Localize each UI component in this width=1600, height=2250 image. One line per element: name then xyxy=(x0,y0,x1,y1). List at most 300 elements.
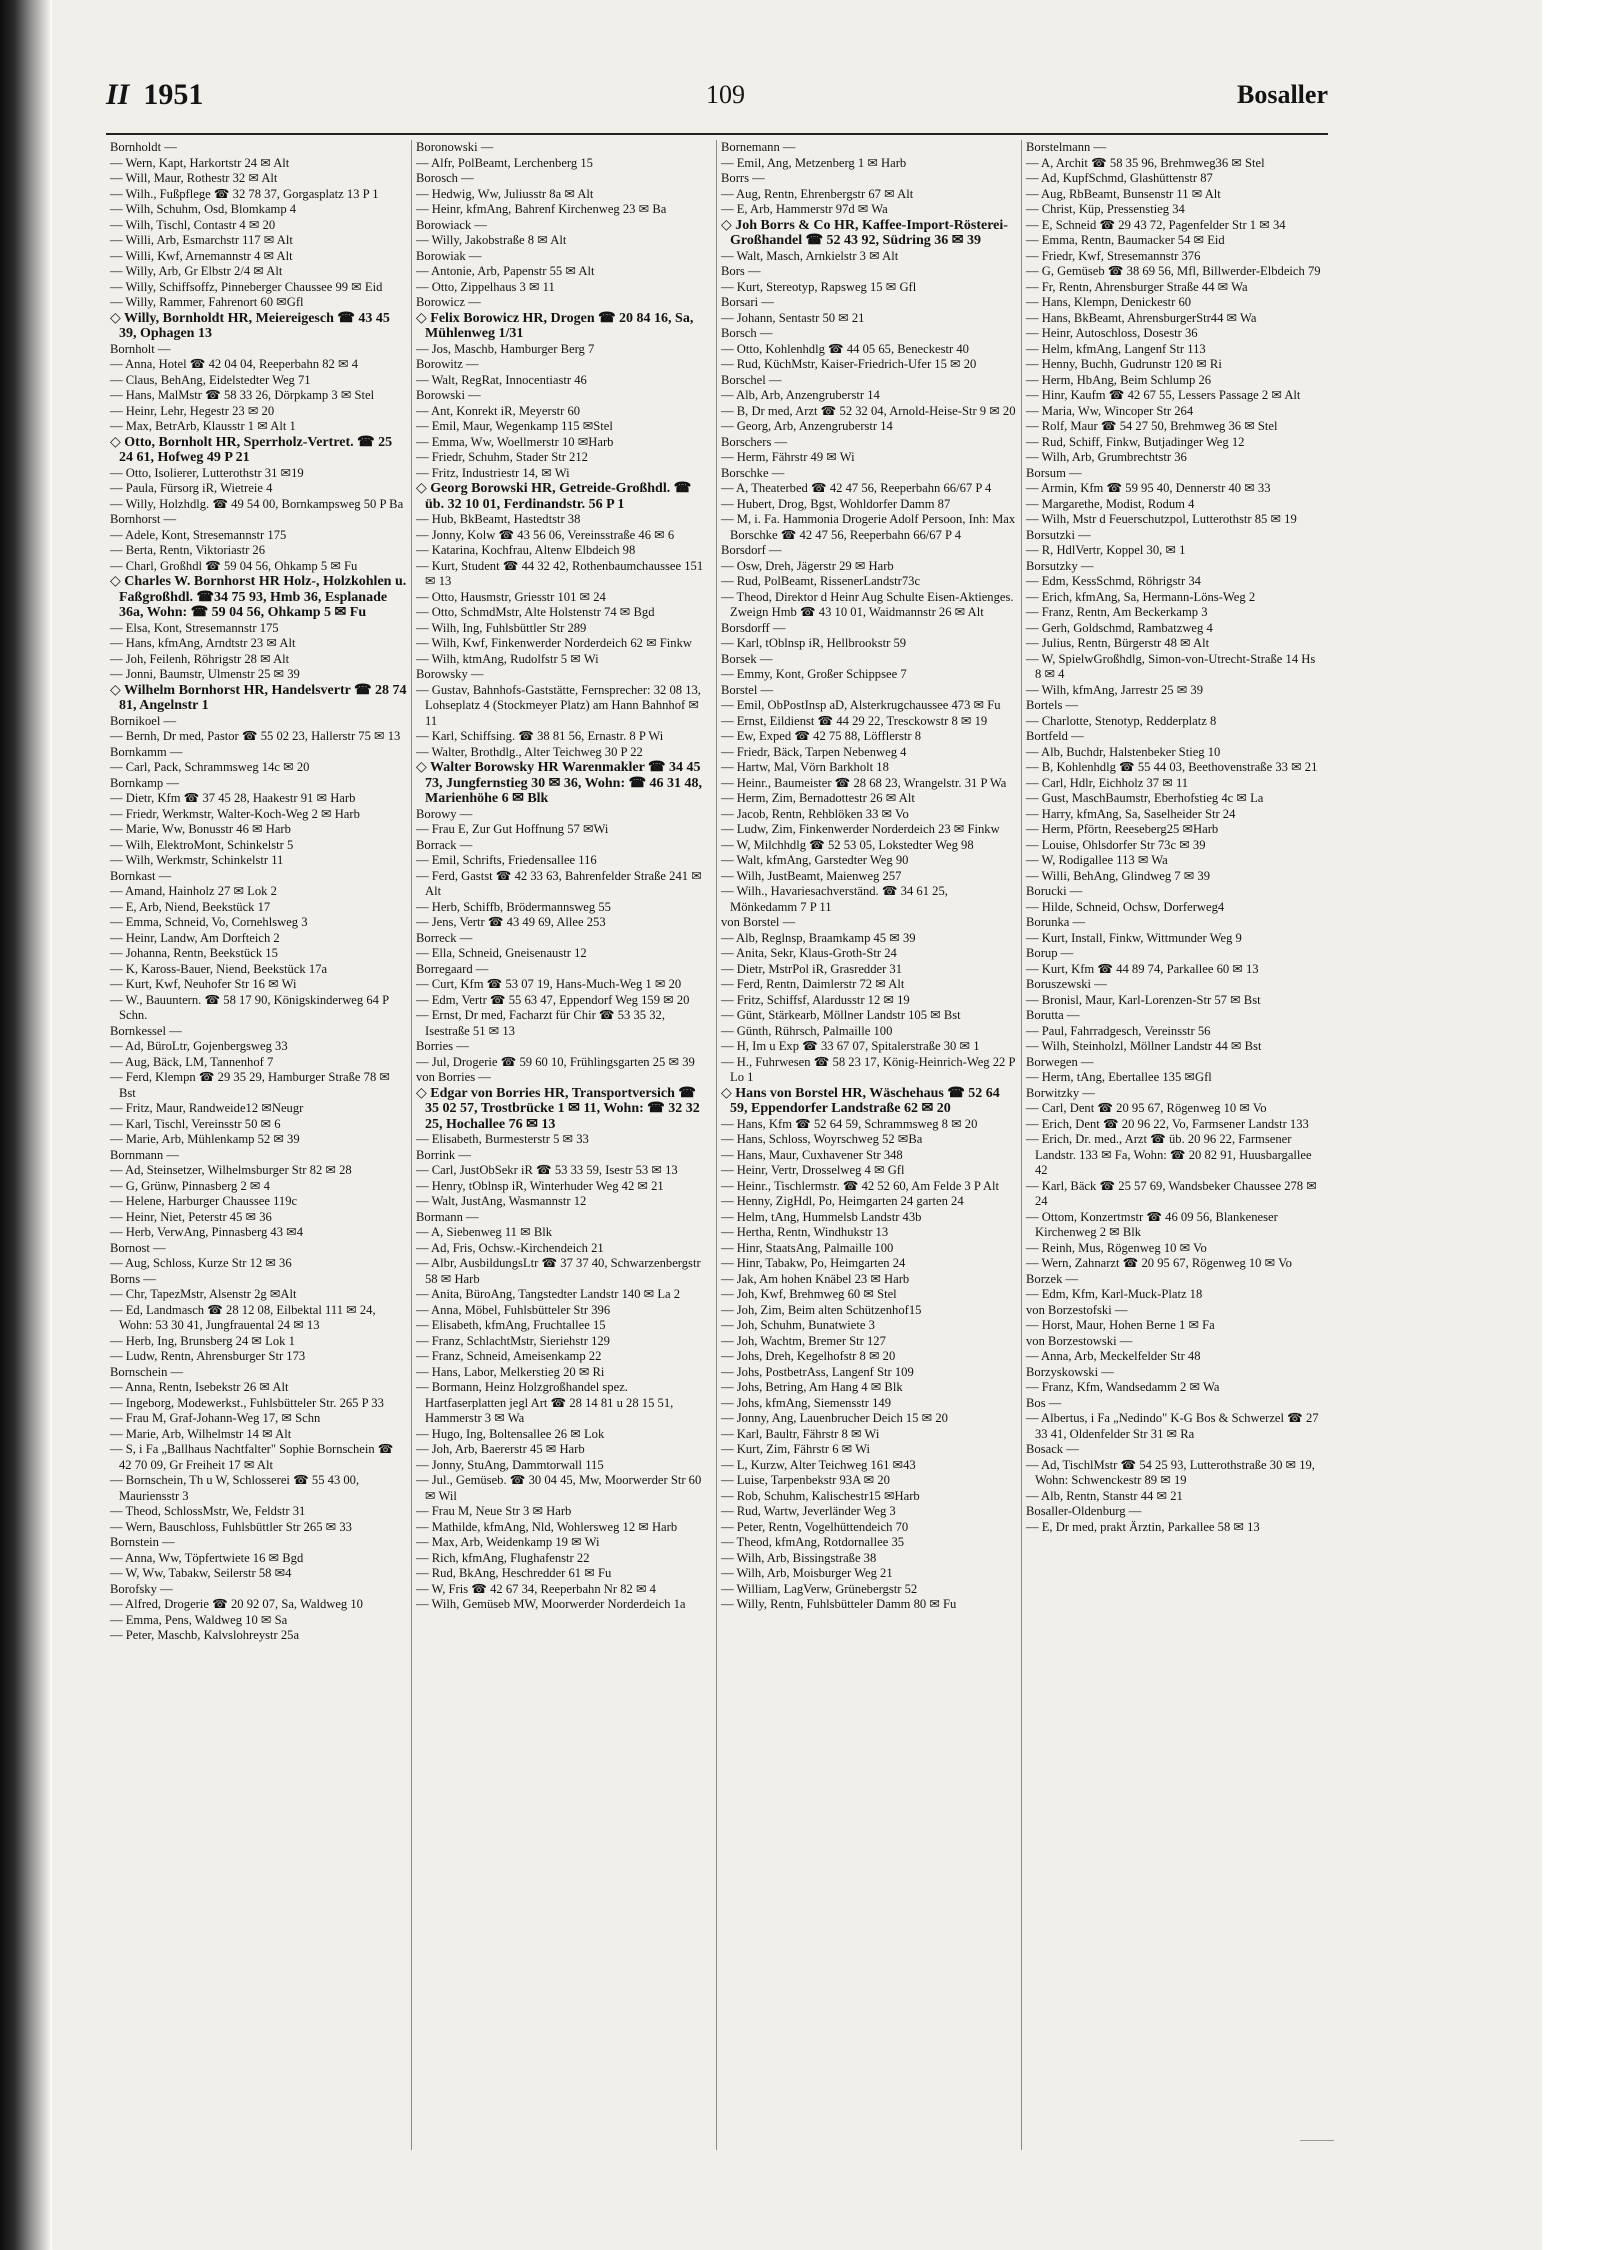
directory-entry: — Hinr, StaatsAng, Palmaille 100 xyxy=(721,1240,894,1255)
directory-entry: — Anita, Sekr, Klaus-Groth-Str 24 xyxy=(721,946,897,960)
directory-entry: — Willy, Rammer, Fahrenort 60 ✉Gfl xyxy=(110,295,304,309)
directory-entry: — Frau M, Graf-Johann-Weg 17, ✉ Schn xyxy=(110,1411,321,1425)
directory-surname-heading: von Borries — xyxy=(416,1070,491,1084)
directory-entry: — W, Milchhdlg ☎ 52 53 05, Lokstedter Weg 98 xyxy=(721,837,974,852)
directory-entry: — Carl, Pack, Schrammsweg 14c ✉ 20 xyxy=(110,760,310,774)
directory-surname-heading: Bornholdt — xyxy=(110,140,177,154)
directory-entry: — Friedr, Werkmstr, Walter-Koch-Weg 2 ✉ Harb xyxy=(110,806,360,821)
directory-entry: — Wilh., Havariesachverständ. ☎ 34 61 25, Mönkedamm 7 P 11 xyxy=(721,884,948,914)
directory-entry: — Theod, SchlossMstr, We, Feldstr 31 xyxy=(110,1504,306,1518)
directory-entry: — Osw, Dreh, Jägerstr 29 ✉ Harb xyxy=(721,558,894,573)
directory-entry: — Walt, RegRat, Innocentiastr 46 xyxy=(416,372,587,387)
directory-entry: — Frau M, Neue Str 3 ✉ Harb xyxy=(416,1504,572,1518)
directory-column-3 xyxy=(716,140,1021,2150)
directory-entry: — Wilh, Schuhm, Osd, Blomkamp 4 xyxy=(110,202,297,216)
directory-entry: — Kurt, Stereotyp, Rapsweg 15 ✉ Gfl xyxy=(721,279,917,294)
directory-entry: — Ad, Steinsetzer, Wilhelmsburger Str 82 ✉ 28 xyxy=(110,1163,352,1177)
directory-surname-heading: Bors — xyxy=(721,264,761,278)
directory-surname-heading: Borowski — xyxy=(416,388,481,402)
directory-entry: — Kurt, Kfm ☎ 44 89 74, Parkallee 60 ✉ 13 xyxy=(1026,961,1259,976)
directory-entry: — Anna, Möbel, Fuhlsbütteler Str 396 xyxy=(416,1302,611,1317)
directory-surname-heading: Bornmann — xyxy=(110,1147,179,1162)
directory-entry: — Günt, Stärkearb, Möllner Landstr 105 ✉ Bst xyxy=(721,1008,961,1022)
directory-entry: — Jonny, Ang, Lauenbrucher Deich 15 ✉ 20 xyxy=(721,1411,948,1425)
directory-entry: — Wilh, Arb, Moisburger Weg 21 xyxy=(721,1566,893,1580)
directory-surname-heading: Borosch — xyxy=(416,171,474,185)
directory-entry: ◇ Walter Borowsky HR Warenmakler ☎ 34 45 73, Jungfernstieg 30 ✉ 36, Wohn: ☎ 46 31 48, Marienhöhe 6 ✉ Blk xyxy=(416,760,703,806)
directory-entry: — Willi, BehAng, Glindweg 7 ✉ 39 xyxy=(1026,868,1211,883)
directory-entry: — Helm, tAng, Hummelsb Landstr 43b xyxy=(721,1209,922,1224)
directory-entry: — Albr, AusbildungsLtr ☎ 37 37 40, Schwarzenbergstr 58 ✉ Harb xyxy=(416,1256,701,1286)
directory-entry: — Hans, Maur, Cuxhavener Str 348 xyxy=(721,1147,903,1162)
directory-surname-heading: Bornkast — xyxy=(110,868,172,883)
directory-surname-heading: Borowy — xyxy=(416,806,473,821)
directory-surname-heading: Bortfeld — xyxy=(1026,729,1084,743)
directory-surname-heading: Borsari — xyxy=(721,295,774,309)
directory-entry: — Adele, Kont, Stresemannstr 175 xyxy=(110,527,287,542)
directory-entry: — Edm, KessSchmd, Röhrigstr 34 xyxy=(1026,574,1201,588)
directory-entry: — M, i. Fa. Hammonia Drogerie Adolf Persoon, Inh: Max Borschke ☎ 42 47 56, Reeperbahn 66/67 P 4 xyxy=(721,512,1016,542)
directory-surname-heading: Bornholt — xyxy=(110,341,171,356)
directory-entry: — Alfr, PolBeamt, Lerchenberg 15 xyxy=(416,155,593,170)
directory-entry: — Alb, Reglnsp, Braamkamp 45 ✉ 39 xyxy=(721,930,916,945)
directory-entry: — Bronisl, Maur, Karl-Lorenzen-Str 57 ✉ Bst xyxy=(1026,992,1261,1007)
header-rule xyxy=(106,133,1328,135)
directory-entry: — L, Kurzw, Alter Teichweg 161 ✉43 xyxy=(721,1457,916,1472)
directory-entry: — Max, Arb, Weidenkamp 19 ✉ Wi xyxy=(416,1535,600,1549)
directory-entry: — Horst, Maur, Hohen Berne 1 ✉ Fa xyxy=(1026,1318,1215,1332)
directory-entry: — Aug, Bäck, LM, Tannenhof 7 xyxy=(110,1054,274,1069)
directory-entry: — Wilh, ktmAng, Rudolfstr 5 ✉ Wi xyxy=(416,651,599,666)
directory-surname-heading: Borries — xyxy=(416,1039,469,1053)
directory-surname-heading: Bornhorst — xyxy=(110,512,177,526)
directory-entry: — Wilh, Mstr d Feuerschutzpol, Lutterothstr 85 ✉ 19 xyxy=(1026,512,1297,526)
directory-entry: — Hubert, Drog, Bgst, Wohldorfer Damm 87 xyxy=(721,496,951,511)
directory-entry: — Paula, Fürsorg iR, Wietreie 4 xyxy=(110,481,273,495)
directory-entry: ◇ Otto, Bornholt HR, Sperrholz-Vertret. ☎ 25 24 61, Hofweg 49 P 21 xyxy=(110,434,393,465)
directory-entry: — Emmy, Kont, Großer Schippsee 7 xyxy=(721,667,907,681)
directory-entry: — Dietr, Kfm ☎ 37 45 28, Haakestr 91 ✉ Harb xyxy=(110,791,356,805)
directory-entry: — G, Gemüseb ☎ 38 69 56, Mfl, Billwerder-Elbdeich 79 xyxy=(1026,264,1321,278)
directory-entry: — Hedwig, Ww, Juliusstr 8a ✉ Alt xyxy=(416,186,594,201)
directory-entry: — Karl, Bäck ☎ 25 57 69, Wandsbeker Chaussee 278 ✉ 24 xyxy=(1026,1178,1317,1208)
directory-entry: — Harry, kfmAng, Sa, Saselheider Str 24 xyxy=(1026,806,1236,821)
directory-entry: — Walt, Masch, Arnkielstr 3 ✉ Alt xyxy=(721,248,899,263)
directory-entry: — Alfred, Drogerie ☎ 20 92 07, Sa, Waldweg 10 xyxy=(110,1597,363,1611)
directory-entry: — Hans, BkBeamt, AhrensburgerStr44 ✉ Wa xyxy=(1026,310,1257,325)
directory-entry: — Hans, Labor, Melkerstieg 20 ✉ Ri xyxy=(416,1364,605,1379)
directory-entry: — Jul., Gemüseb. ☎ 30 04 45, Mw, Moorwerder Str 60 ✉ Wil xyxy=(416,1473,702,1503)
directory-entry: — Rud, BkAng, Heschredder 61 ✉ Fu xyxy=(416,1566,612,1580)
directory-entry: ◇ Felix Borowicz HR, Drogen ☎ 20 84 16, Sa, Mühlenweg 1/31 xyxy=(416,310,694,341)
directory-entry: — Anita, BüroAng, Tangstedter Landstr 140 ✉ La 2 xyxy=(416,1287,681,1301)
directory-entry: — Hilde, Schneid, Ochsw, Dorferweg4 xyxy=(1026,899,1225,914)
directory-entry: — Chr, TapezMstr, Alsenstr 2g ✉Alt xyxy=(110,1287,297,1301)
directory-entry: ◇ Georg Borowski HR, Getreide-Großhdl. ☎ üb. 32 10 01, Ferdinandstr. 56 P 1 xyxy=(416,481,692,512)
directory-entry: — Charlotte, Stenotyp, Redderplatz 8 xyxy=(1026,713,1217,728)
directory-entry: — Emil, ObPostInsp aD, Alsterkrugchaussee 473 ✉ Fu xyxy=(721,698,1001,712)
volume-label: II xyxy=(106,78,130,111)
directory-entry: — Heinr., Tischlermstr. ☎ 42 52 60, Am Felde 3 P Alt xyxy=(721,1178,999,1193)
directory-entry: — Willy, Schiffsoffz, Pinneberger Chaussee 99 ✉ Eid xyxy=(110,279,383,294)
directory-surname-heading: Borrs — xyxy=(721,171,765,185)
directory-entry: — Jak, Am hohen Knäbel 23 ✉ Harb xyxy=(721,1271,910,1286)
directory-surname-heading: Borns — xyxy=(110,1271,156,1286)
directory-entry: — E, Dr med, prakt Ärztin, Parkallee 58 ✉ 13 xyxy=(1026,1519,1260,1534)
directory-entry: — Emma, Rentn, Baumacker 54 ✉ Eid xyxy=(1026,233,1225,247)
directory-surname-heading: Borunka — xyxy=(1026,915,1086,929)
directory-entry: — Johs, Betring, Am Hang 4 ✉ Blk xyxy=(721,1380,903,1394)
directory-columns xyxy=(106,140,1328,2150)
directory-column-4 xyxy=(1021,140,1326,2150)
directory-entry: — Wilh, Ing, Fuhlsbüttler Str 289 xyxy=(416,620,587,635)
directory-entry: — Willy, Holzhdlg. ☎ 49 54 00, Bornkampsweg 50 P Ba xyxy=(110,496,404,511)
directory-entry: — Peter, Maschb, Kalvslohreystr 25a xyxy=(110,1628,300,1642)
directory-surname-heading: Bormann — xyxy=(416,1209,479,1224)
directory-entry: — Herm, Pförtn, Reeseberg25 ✉Harb xyxy=(1026,822,1219,836)
directory-entry: — Georg, Arb, Anzengruberstr 14 xyxy=(721,419,893,433)
directory-surname-heading: Borwitzky — xyxy=(1026,1085,1095,1100)
directory-entry: — Johs, PostbetrAss, Langenf Str 109 xyxy=(721,1364,914,1379)
directory-entry: — Otto, Isolierer, Lutterothstr 31 ✉19 xyxy=(110,465,304,480)
directory-surname-heading: Borucki — xyxy=(1026,884,1083,898)
header-keyword: Bosaller xyxy=(1237,80,1328,109)
directory-entry: — Otto, SchmdMstr, Alte Holstenstr 74 ✉ Bgd xyxy=(416,605,655,619)
directory-entry: — Ferd, Gastst ☎ 42 33 63, Bahrenfelder Straße 241 ✉ Alt xyxy=(416,868,702,898)
directory-entry: — Albertus, i Fa „Nedindo" K-G Bos & Schwerzel ☎ 27 33 41, Oldenfelder Str 31 ✉ Ra xyxy=(1026,1411,1319,1441)
directory-surname-heading: Borreck — xyxy=(416,930,473,945)
directory-entry: ◇ Charles W. Bornhorst HR Holz-, Holzkohlen u. Faßgroßhdl. ☎34 75 93, Hmb 36, Esplanade 36a, Wohn: ☎ 59 04 56, Ohkamp 5 ✉ Fu xyxy=(110,574,407,620)
directory-entry: — Maria, Ww, Wincoper Str 264 xyxy=(1026,403,1194,418)
directory-surname-heading: Borowiak — xyxy=(416,248,482,263)
directory-entry: — Carl, JustObSekr iR ☎ 53 33 59, Isestr 53 ✉ 13 xyxy=(416,1163,678,1177)
directory-entry: — Herb, VerwAng, Pinnasberg 43 ✉4 xyxy=(110,1225,304,1239)
directory-entry: — Wilh, ElektroMont, Schinkelstr 5 xyxy=(110,837,294,852)
directory-entry: — Gerh, Goldschmd, Rambatzweg 4 xyxy=(1026,620,1213,635)
directory-entry: — Dietr, MstrPol iR, Grasredder 31 xyxy=(721,961,903,976)
directory-entry: — Peter, Rentn, Vogelhüttendeich 70 xyxy=(721,1519,909,1534)
directory-entry: — Walter, Brothdlg., Alter Teichweg 30 P 22 xyxy=(416,744,643,759)
directory-entry: — Rud, PolBeamt, RissenerLandstr73c xyxy=(721,574,921,588)
directory-surname-heading: Borowicz — xyxy=(416,295,481,309)
directory-entry: — Anna, Rentn, Isebekstr 26 ✉ Alt xyxy=(110,1380,289,1394)
directory-entry: — W., Bauuntern. ☎ 58 17 90, Königskinderweg 64 P Schn. xyxy=(110,992,389,1022)
header-volume-year xyxy=(106,78,203,112)
year-label: 1951 xyxy=(143,78,204,111)
directory-surname-heading: Borstel — xyxy=(721,682,774,697)
directory-entry: — Rud, KüchMstr, Kaiser-Friedrich-Ufer 15 ✉ 20 xyxy=(721,357,977,371)
directory-entry: — Emil, Ang, Metzenberg 1 ✉ Harb xyxy=(721,155,907,170)
directory-entry: — Herm, HbAng, Beim Schlump 26 xyxy=(1026,372,1212,387)
directory-surname-heading: Boruszewski — xyxy=(1026,977,1107,991)
directory-surname-heading: von Borstel — xyxy=(721,915,796,929)
directory-entry: — Joh, Kwf, Brehmweg 60 ✉ Stel xyxy=(721,1287,897,1301)
directory-entry: — Berta, Rentn, Viktoriastr 26 xyxy=(110,543,266,557)
directory-entry: — Karl, tOblnsp iR, Hellbrookstr 59 xyxy=(721,636,907,650)
directory-entry: — Wilh, JustBeamt, Maienweg 257 xyxy=(721,868,902,883)
directory-entry: ◇ Edgar von Borries HR, Transportversich ☎ 35 02 57, Trostbrücke 1 ✉ 11, Wohn: ☎ 32 32 25, Hochallee 76 ✉ 13 xyxy=(416,1085,700,1132)
directory-entry: — Kurt, Install, Finkw, Wittmunder Weg 9 xyxy=(1026,930,1242,945)
directory-entry: — Hertha, Rentn, Windhukstr 13 xyxy=(721,1225,889,1239)
directory-entry: — Heinr, Niet, Peterstr 45 ✉ 36 xyxy=(110,1209,272,1224)
directory-entry: — Ad, KupfSchmd, Glashüttenstr 87 xyxy=(1026,171,1213,185)
directory-entry: — Bormann, Heinz Holzgroßhandel spez. Hartfaserplatten jegl Art ☎ 28 14 81 u 28 15 51, Hammerstr 3 ✉ Wa xyxy=(416,1380,674,1425)
directory-entry: — S, i Fa „Ballhaus Nachtfalter" Sophie Bornschein ☎ 42 70 09, Gr Freiheit 17 ✉ Alt xyxy=(110,1442,394,1472)
directory-entry: — Alb, Arb, Anzengruberstr 14 xyxy=(721,388,880,402)
directory-entry: — Heinr, Autoschloss, Dosestr 36 xyxy=(1026,326,1198,340)
directory-entry: — Gustav, Bahnhofs-Gaststätte, Fernsprecher: 32 08 13, Lohseplatz 4 (Stockmeyer Platz) am Hann Bahnhof ✉ 11 xyxy=(416,682,701,728)
directory-surname-heading: Borzyskowski — xyxy=(1026,1364,1114,1379)
directory-entry: — G, Grünw, Pinnasberg 2 ✉ 4 xyxy=(110,1178,270,1193)
directory-surname-heading: Borzek — xyxy=(1026,1271,1079,1286)
directory-entry: — Friedr, Kwf, Stresemannstr 376 xyxy=(1026,248,1201,263)
directory-entry: — Fritz, Industriestr 14, ✉ Wi xyxy=(416,465,570,480)
directory-entry: — Ingeborg, Modewerkst., Fuhlsbütteler Str. 265 P 33 xyxy=(110,1395,384,1410)
directory-entry: — Karl, Tischl, Vereinsstr 50 ✉ 6 xyxy=(110,1116,281,1131)
directory-entry: — Heinr, Landw, Am Dorfteich 2 xyxy=(110,930,280,945)
directory-surname-heading: Borsch — xyxy=(721,326,773,340)
directory-entry: — Bornschein, Th u W, Schlosserei ☎ 55 43 00, Mauriensstr 3 xyxy=(110,1473,360,1503)
scan-margin xyxy=(1542,0,1600,2250)
directory-entry: — Kurt, Zim, Fährstr 6 ✉ Wi xyxy=(721,1442,871,1456)
directory-entry: — Alb, Buchdr, Halstenbeker Stieg 10 xyxy=(1026,744,1221,759)
directory-entry: — Hans, kfmAng, Arndtstr 23 ✉ Alt xyxy=(110,636,296,650)
footer-rule xyxy=(1300,2140,1334,2141)
directory-entry: — Gust, MaschBaumstr, Eberhofstieg 4c ✉ La xyxy=(1026,791,1264,805)
directory-entry: — Wilh., Fußpflege ☎ 32 78 37, Gorgasplatz 13 P 1 xyxy=(110,186,379,201)
directory-entry: — Ludw, Rentn, Ahrensburger Str 173 xyxy=(110,1349,306,1363)
directory-entry: — Hans, MalMstr ☎ 58 33 26, Dörpkamp 3 ✉ Stel xyxy=(110,388,375,402)
directory-entry: — Margarethe, Modist, Rodum 4 xyxy=(1026,496,1195,511)
directory-surname-heading: Borsutzki — xyxy=(1026,527,1091,542)
directory-entry: — Ernst, Dr med, Facharzt für Chir ☎ 53 35 32, Isestraße 51 ✉ 13 xyxy=(416,1008,665,1038)
directory-column-2 xyxy=(411,140,716,2150)
directory-entry: — Helene, Harburger Chaussee 119c xyxy=(110,1194,298,1208)
directory-entry: — Armin, Kfm ☎ 59 95 40, Dennerstr 40 ✉ 33 xyxy=(1026,481,1271,495)
directory-surname-heading: Borofsky — xyxy=(110,1581,173,1596)
directory-entry: — Herm, Zim, Bernadottestr 26 ✉ Alt xyxy=(721,791,915,805)
directory-entry: — Marie, Arb, Mühlenkamp 52 ✉ 39 xyxy=(110,1132,300,1146)
directory-entry: — Ed, Landmasch ☎ 28 12 08, Eilbektal 111 ✉ 24, Wohn: 53 30 41, Jungfrauental 24 ✉ 13 xyxy=(110,1302,376,1332)
directory-entry: — Willi, Arb, Esmarchstr 117 ✉ Alt xyxy=(110,233,293,247)
directory-entry: — Jacob, Rentn, Rehblöken 33 ✉ Vo xyxy=(721,806,909,821)
directory-entry: — Rob, Schuhm, Kalischestr15 ✉Harb xyxy=(721,1488,920,1503)
directory-entry: — Edm, Kfm, Karl-Muck-Platz 18 xyxy=(1026,1287,1203,1301)
directory-entry: — Henny, Buchh, Gudrunstr 120 ✉ Ri xyxy=(1026,357,1222,371)
directory-entry: — Ad, BüroLtr, Gojenbergsweg 33 xyxy=(110,1039,288,1053)
directory-surname-heading: Borrack — xyxy=(416,837,473,852)
directory-entry: — Henry, tOblnsp iR, Winterhuder Weg 42 ✉ 21 xyxy=(416,1178,664,1193)
directory-entry: — Luise, Tarpenbekstr 93A ✉ 20 xyxy=(721,1473,890,1487)
directory-entry: — Claus, BehAng, Eidelstedter Weg 71 xyxy=(110,372,311,387)
directory-entry: — Karl, Schiffsing. ☎ 38 81 56, Ernastr. 8 P Wi xyxy=(416,729,664,743)
directory-entry: — Joh, Wachtm, Bremer Str 127 xyxy=(721,1333,886,1348)
directory-entry: — Herm, tAng, Ebertallee 135 ✉Gfl xyxy=(1026,1070,1212,1084)
directory-entry: — Herb, Schiffb, Brödermannsweg 55 xyxy=(416,899,611,914)
directory-entry: — Anna, Hotel ☎ 42 04 04, Reeperbahn 82 ✉ 4 xyxy=(110,357,358,371)
directory-entry: — Amand, Hainholz 27 ✉ Lok 2 xyxy=(110,884,277,898)
directory-surname-heading: Bornkamp — xyxy=(110,775,179,790)
directory-entry: — Friedr, Bäck, Tarpen Nebenweg 4 xyxy=(721,744,907,759)
directory-entry: — A, Theaterbed ☎ 42 47 56, Reeperbahn 66/67 P 4 xyxy=(721,481,992,495)
directory-entry: — Wern, Bauschloss, Fuhlsbüttler Str 265 ✉ 33 xyxy=(110,1519,352,1534)
directory-entry: — Hartw, Mal, Vörn Barkholt 18 xyxy=(721,760,889,774)
directory-entry: — Ad, TischlMstr ☎ 54 25 93, Lutterothstraße 30 ✉ 19, Wohn: Schwenckestr 89 ✉ 19 xyxy=(1026,1457,1315,1487)
directory-entry: — Wilh, Kwf, Finkenwerder Norderdeich 62 ✉ Finkw xyxy=(416,636,692,650)
directory-entry: — Fritz, Schiffsf, Alardusstr 12 ✉ 19 xyxy=(721,992,910,1007)
directory-entry: — Alb, Rentn, Stanstr 44 ✉ 21 xyxy=(1026,1488,1183,1503)
directory-entry: — Theod, kfmAng, Rotdornallee 35 xyxy=(721,1535,905,1549)
directory-entry: — Louise, Ohlsdorfer Str 73c ✉ 39 xyxy=(1026,837,1206,852)
directory-entry: — Ant, Konrekt iR, Meyerstr 60 xyxy=(416,403,581,418)
directory-entry: — Wern, Zahnarzt ☎ 20 95 67, Rögenweg 10 ✉ Vo xyxy=(1026,1256,1292,1270)
directory-entry: ◇ Hans von Borstel HR, Wäschehaus ☎ 52 64 59, Eppendorfer Landstraße 62 ✉ 20 xyxy=(721,1085,1000,1116)
directory-entry: — Jonny, Kolw ☎ 43 56 06, Vereinsstraße 46 ✉ 6 xyxy=(416,527,675,542)
directory-entry: — E, Arb, Niend, Beekstück 17 xyxy=(110,899,271,914)
directory-entry: — Ella, Schneid, Gneisenaustr 12 xyxy=(416,946,587,960)
directory-entry: — Ferd, Klempn ☎ 29 35 29, Hamburger Straße 78 ✉ Bst xyxy=(110,1070,390,1100)
directory-entry: — Anna, Arb, Meckelfelder Str 48 xyxy=(1026,1349,1201,1363)
directory-entry: — Erich, Dr. med., Arzt ☎ üb. 20 96 22, Farmsener Landstr. 133 ✉ Fa, Wohn: ☎ 20 82 91, Huusbargallee 42 xyxy=(1026,1132,1312,1177)
directory-entry: — Marie, Arb, Wilhelmstr 14 ✉ Alt xyxy=(110,1426,292,1441)
directory-entry: — Fr, Rentn, Ahrensburger Straße 44 ✉ Wa xyxy=(1026,279,1248,294)
directory-entry: — Heinr., Baumeister ☎ 28 68 23, Wrangelstr. 31 P Wa xyxy=(721,775,1007,790)
directory-entry: — Friedr, Schuhm, Stader Str 212 xyxy=(416,450,588,464)
directory-entry: — Franz, SchlachtMstr, Sieriehstr 129 xyxy=(416,1333,610,1348)
directory-entry: — K, Kaross-Bauer, Niend, Beekstück 17a xyxy=(110,961,328,976)
directory-entry: — W, Ww, Tabakw, Seilerstr 58 ✉4 xyxy=(110,1566,292,1580)
directory-entry: — Carl, Hdlr, Eichholz 37 ✉ 11 xyxy=(1026,775,1189,790)
directory-surname-heading: Borutta — xyxy=(1026,1008,1080,1022)
directory-surname-heading: Borup — xyxy=(1026,946,1074,960)
directory-entry: — Jos, Maschb, Hamburger Berg 7 xyxy=(416,341,595,356)
directory-entry: — Hub, BkBeamt, Hastedtstr 38 xyxy=(416,512,581,526)
directory-entry: — Bernh, Dr med, Pastor ☎ 55 02 23, Hallerstr 75 ✉ 13 xyxy=(110,729,401,743)
directory-surname-heading: Borowiack — xyxy=(416,217,487,232)
directory-entry: — Günth, Rührsch, Palmaille 100 xyxy=(721,1023,893,1038)
directory-entry: — Jens, Vertr ☎ 43 49 69, Allee 253 xyxy=(416,915,606,929)
directory-entry: — Wern, Kapt, Harkortstr 24 ✉ Alt xyxy=(110,155,290,170)
directory-entry: — Ernst, Eildienst ☎ 44 29 22, Tresckowstr 8 ✉ 19 xyxy=(721,713,988,728)
directory-entry: — Hinr, Kaufm ☎ 42 67 55, Lessers Passage 2 ✉ Alt xyxy=(1026,388,1301,402)
directory-entry: — Ferd, Rentn, Daimlerstr 72 ✉ Alt xyxy=(721,977,905,991)
directory-entry: — Emma, Pens, Waldweg 10 ✉ Sa xyxy=(110,1612,288,1627)
directory-surname-heading: von Borzestowski — xyxy=(1026,1333,1133,1348)
directory-entry: — Joh, Arb, Baererstr 45 ✉ Harb xyxy=(416,1442,585,1456)
directory-entry: — E, Schneid ☎ 29 43 72, Pagenfelder Str 1 ✉ 34 xyxy=(1026,217,1286,232)
directory-entry: — Marie, Ww, Bonusstr 46 ✉ Harb xyxy=(110,822,291,836)
directory-surname-heading: Bornost — xyxy=(110,1240,166,1255)
directory-entry: — Willy, Jakobstraße 8 ✉ Alt xyxy=(416,233,567,247)
directory-entry: — Herb, Ing, Brunsberg 24 ✉ Lok 1 xyxy=(110,1333,295,1348)
directory-entry: — H, Im u Exp ☎ 33 67 07, Spitalerstraße 30 ✉ 1 xyxy=(721,1039,980,1053)
directory-entry: — Joh, Feilenh, Röhrigstr 28 ✉ Alt xyxy=(110,651,290,666)
directory-surname-heading: Borsdorf — xyxy=(721,543,782,557)
directory-entry: — Hans, Kfm ☎ 52 64 59, Schrammsweg 8 ✉ 20 xyxy=(721,1116,978,1131)
directory-surname-heading: Borsum — xyxy=(1026,465,1082,480)
directory-entry: — Elisabeth, Burmesterstr 5 ✉ 33 xyxy=(416,1132,589,1146)
directory-surname-heading: Borowitz — xyxy=(416,357,479,371)
directory-entry: — Wilh, Steinholzl, Möllner Landstr 44 ✉ Bst xyxy=(1026,1039,1262,1053)
directory-entry: ◇ Joh Borrs & Co HR, Kaffee-Import-Rösterei-Großhandel ☎ 52 43 92, Südring 36 ✉ 39 xyxy=(721,217,1008,248)
directory-entry: — Edm, Vertr ☎ 55 63 47, Eppendorf Weg 159 ✉ 20 xyxy=(416,992,690,1007)
directory-surname-heading: Bosack — xyxy=(1026,1442,1079,1456)
directory-entry: — Jul, Drogerie ☎ 59 60 10, Frühlingsgarten 25 ✉ 39 xyxy=(416,1054,695,1069)
directory-entry: — A, Siebenweg 11 ✉ Blk xyxy=(416,1225,553,1239)
directory-entry: — Wilh, Arb, Bissingstraße 38 xyxy=(721,1550,877,1565)
directory-entry: — Franz, Kfm, Wandsedamm 2 ✉ Wa xyxy=(1026,1380,1220,1394)
directory-entry: — W, Rodigallee 113 ✉ Wa xyxy=(1026,853,1168,867)
directory-entry: — Erich, Dent ☎ 20 96 22, Vo, Farmsener Landstr 133 xyxy=(1026,1116,1309,1131)
directory-surname-heading: Borstelmann — xyxy=(1026,140,1107,154)
directory-entry: — Emma, Schneid, Vo, Cornehlsweg 3 xyxy=(110,915,308,929)
directory-entry: ◇ Wilhelm Bornhorst HR, Handelsvertr ☎ 28 74 81, Angelnstr 1 xyxy=(110,682,407,713)
directory-entry: — Hinr, Tabakw, Po, Heimgarten 24 xyxy=(721,1256,906,1270)
directory-surname-heading: Bornstein — xyxy=(110,1535,175,1549)
directory-entry: — Hans, Klempn, Denickestr 60 xyxy=(1026,295,1192,309)
directory-entry: — Christ, Küp, Pressenstieg 34 xyxy=(1026,202,1185,216)
directory-entry: — Erich, kfmAng, Sa, Hermann-Löns-Weg 2 xyxy=(1026,589,1256,604)
directory-entry: — Hugo, Ing, Boltensallee 26 ✉ Lok xyxy=(416,1426,605,1441)
directory-entry: — Henny, ZigHdl, Po, Heimgarten 24 garten 24 xyxy=(721,1194,964,1208)
directory-entry: — Anna, Ww, Töpfertwiete 16 ✉ Bgd xyxy=(110,1550,304,1565)
directory-entry: — Jonny, StuAng, Dammtorwall 115 xyxy=(416,1457,604,1472)
directory-entry: — Aug, Rentn, Ehrenbergstr 67 ✉ Alt xyxy=(721,186,914,201)
directory-entry: — Julius, Rentn, Bürgerstr 48 ✉ Alt xyxy=(1026,636,1210,650)
directory-entry: — Wilh, kfmAng, Jarrestr 25 ✉ 39 xyxy=(1026,682,1204,697)
directory-entry: — Charl, Großhdl ☎ 59 04 56, Ohkamp 5 ✉ Fu xyxy=(110,558,358,573)
directory-entry: ◇ Willy, Bornholdt HR, Meiereigesch ☎ 43 45 39, Ophagen 13 xyxy=(110,310,390,341)
directory-surname-heading: Bosaller-Oldenburg — xyxy=(1026,1504,1142,1518)
directory-entry: — Herm, Fährstr 49 ✉ Wi xyxy=(721,450,855,464)
directory-surname-heading: Bornschein — xyxy=(110,1364,184,1379)
directory-entry: — Heinr, Vertr, Drosselweg 4 ✉ Gfl xyxy=(721,1163,905,1177)
directory-surname-heading: Bortels — xyxy=(1026,698,1079,712)
directory-entry: — Carl, Dent ☎ 20 95 67, Rögenweg 10 ✉ Vo xyxy=(1026,1101,1267,1115)
directory-entry: — Hans, Schloss, Woyrschweg 52 ✉Ba xyxy=(721,1132,923,1146)
directory-entry: — Wilh, Arb, Grumbrechtstr 36 xyxy=(1026,450,1187,464)
directory-entry: — Max, BetrArb, Klausstr 1 ✉ Alt 1 xyxy=(110,419,296,433)
directory-entry: — Ottom, Konzertmstr ☎ 46 09 56, Blankeneser Kirchenweg 2 ✉ Blk xyxy=(1026,1209,1278,1239)
directory-entry: — Antonie, Arb, Papenstr 55 ✉ Alt xyxy=(416,264,595,278)
directory-surname-heading: Bornemann — xyxy=(721,140,796,154)
directory-entry: — Emma, Ww, Woellmerstr 10 ✉Harb xyxy=(416,434,614,449)
directory-entry: — B, Dr med, Arzt ☎ 52 32 04, Arnold-Heise-Str 9 ✉ 20 xyxy=(721,403,1016,418)
directory-entry: — Paul, Fahrradgesch, Vereinsstr 56 xyxy=(1026,1023,1211,1038)
directory-entry: — Curt, Kfm ☎ 53 07 19, Hans-Much-Weg 1 ✉ 20 xyxy=(416,977,682,991)
directory-entry: — Johanna, Rentn, Beekstück 15 xyxy=(110,946,278,960)
directory-surname-heading: Borschers — xyxy=(721,434,788,449)
directory-entry: — Otto, Hausmstr, Griesstr 101 ✉ 24 xyxy=(416,589,606,604)
directory-surname-heading: Borowsky — xyxy=(416,667,484,681)
directory-entry: — Theod, Direktor d Heinr Aug Schulte Eisen-Aktienges. Zweign Hmb ☎ 43 10 01, Waidmannstr 26 ✉ Alt xyxy=(721,589,1014,619)
directory-entry: — Helm, kfmAng, Langenf Str 113 xyxy=(1026,341,1206,356)
directory-column-1 xyxy=(106,140,411,2150)
directory-entry: — Johann, Sentastr 50 ✉ 21 xyxy=(721,310,865,325)
directory-surname-heading: Borschel — xyxy=(721,372,782,387)
directory-entry: — Ew, Exped ☎ 42 75 88, Löfflerstr 8 xyxy=(721,729,922,743)
directory-entry: — Johs, Dreh, Kegelhofstr 8 ✉ 20 xyxy=(721,1349,896,1363)
directory-entry: — B, Kohlenhdlg ☎ 55 44 03, Beethovenstraße 33 ✉ 21 xyxy=(1026,760,1318,774)
directory-entry: — Elisabeth, kfmAng, Fruchtallee 15 xyxy=(416,1318,606,1332)
directory-surname-heading: Boronowski — xyxy=(416,140,494,154)
directory-surname-heading: Bornikoel — xyxy=(110,713,177,728)
directory-entry: — Willy, Rentn, Fuhlsbütteler Damm 80 ✉ Fu xyxy=(721,1597,957,1611)
directory-entry: — Ad, Fris, Ochsw.-Kirchendeich 21 xyxy=(416,1240,604,1255)
directory-entry: — Will, Maur, Rothestr 32 ✉ Alt xyxy=(110,171,278,185)
directory-entry: — Rud, Schiff, Finkw, Butjadinger Weg 12 xyxy=(1026,434,1245,449)
directory-entry: — Kurt, Kwf, Neuhofer Str 16 ✉ Wi xyxy=(110,977,297,991)
